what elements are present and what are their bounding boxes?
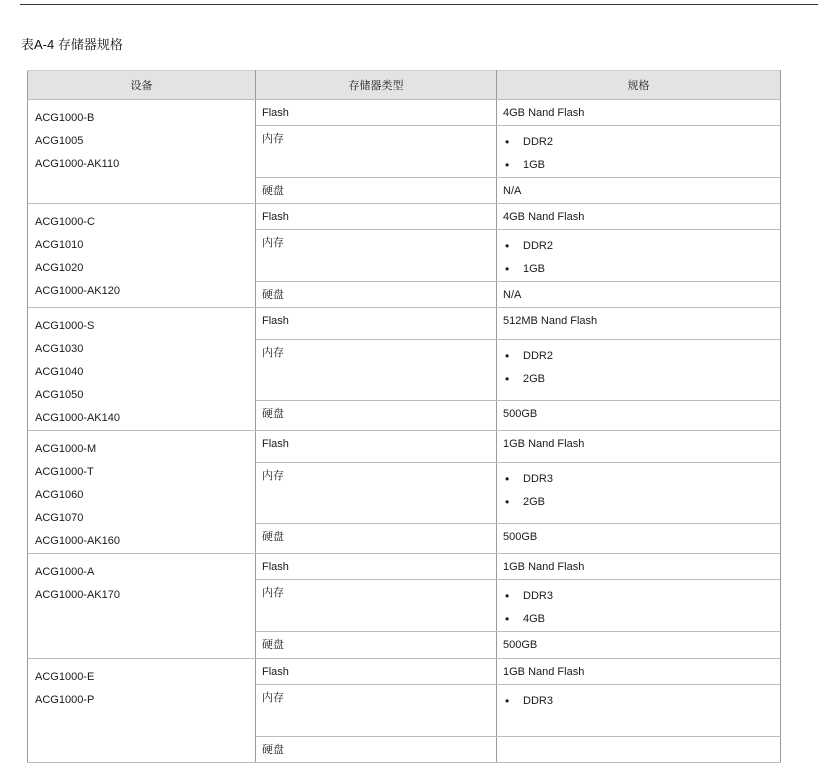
storage-type-memory: 内存 bbox=[256, 126, 497, 178]
storage-type-memory: 内存 bbox=[256, 580, 497, 632]
storage-type-disk: 硬盘 bbox=[256, 178, 497, 204]
storage-spec-table bbox=[27, 70, 781, 763]
header-storage-type: 存储器类型 bbox=[256, 71, 497, 100]
storage-type-flash: Flash bbox=[256, 431, 497, 463]
storage-type-memory: 内存 bbox=[256, 230, 497, 282]
table-row bbox=[28, 554, 781, 580]
storage-type-disk: 硬盘 bbox=[256, 400, 497, 431]
memory-spec bbox=[497, 580, 781, 632]
disk-spec: 500GB bbox=[497, 523, 781, 554]
memory-spec-list bbox=[503, 468, 774, 514]
table-row bbox=[28, 659, 781, 685]
memory-spec-item: • DDR2 bbox=[503, 235, 774, 258]
device-cell bbox=[28, 204, 256, 308]
flash-spec: 1GB Nand Flash bbox=[497, 554, 781, 580]
device-model: ACG1000-AK160 bbox=[35, 535, 120, 547]
memory-spec-item: • DDR3 bbox=[503, 468, 774, 491]
memory-spec bbox=[497, 126, 781, 178]
device-model: ACG1000-C bbox=[35, 216, 95, 228]
table-row bbox=[28, 204, 781, 230]
memory-spec-item: • 2GB bbox=[503, 491, 774, 514]
memory-spec-item: • DDR2 bbox=[503, 345, 774, 368]
storage-type-disk: 硬盘 bbox=[256, 523, 497, 554]
storage-type-memory: 内存 bbox=[256, 685, 497, 737]
storage-type-flash: Flash bbox=[256, 100, 497, 126]
memory-spec-item: • 1GB bbox=[503, 154, 774, 177]
memory-spec-item: • DDR2 bbox=[503, 131, 774, 154]
storage-type-memory: 内存 bbox=[256, 462, 497, 523]
storage-type-flash: Flash bbox=[256, 308, 497, 340]
device-model: ACG1000-P bbox=[35, 694, 95, 706]
flash-spec: 512MB Nand Flash bbox=[497, 308, 781, 340]
device-cell bbox=[28, 308, 256, 431]
device-model: ACG1000-B bbox=[35, 112, 95, 124]
table-row bbox=[28, 308, 781, 340]
disk-spec: N/A bbox=[497, 178, 781, 204]
memory-spec bbox=[497, 685, 781, 737]
storage-type-flash: Flash bbox=[256, 204, 497, 230]
device-model: ACG1030 bbox=[35, 343, 84, 355]
device-model: ACG1040 bbox=[35, 366, 84, 378]
memory-spec-list bbox=[503, 131, 774, 177]
memory-spec-list bbox=[503, 345, 774, 391]
disk-spec: 500GB bbox=[497, 400, 781, 431]
device-model: ACG1050 bbox=[35, 389, 84, 401]
device-model: ACG1010 bbox=[35, 239, 84, 251]
device-model: ACG1000-AK170 bbox=[35, 589, 120, 601]
table-header-row bbox=[28, 71, 781, 100]
storage-type-flash: Flash bbox=[256, 659, 497, 685]
memory-spec-item: • 2GB bbox=[503, 368, 774, 391]
device-model: ACG1000-A bbox=[35, 566, 95, 578]
device-cell bbox=[28, 431, 256, 554]
memory-spec bbox=[497, 230, 781, 282]
top-rule bbox=[20, 4, 818, 5]
disk-spec bbox=[497, 737, 781, 763]
storage-type-disk: 硬盘 bbox=[256, 632, 497, 659]
device-model: ACG1000-E bbox=[35, 671, 95, 683]
device-model: ACG1000-T bbox=[35, 466, 94, 478]
disk-spec: N/A bbox=[497, 282, 781, 308]
memory-spec bbox=[497, 339, 781, 400]
storage-type-disk: 硬盘 bbox=[256, 282, 497, 308]
flash-spec: 4GB Nand Flash bbox=[497, 100, 781, 126]
device-model: ACG1000-S bbox=[35, 320, 95, 332]
memory-spec-item: • DDR3 bbox=[503, 585, 774, 608]
device-model: ACG1060 bbox=[35, 489, 84, 501]
table-row bbox=[28, 100, 781, 126]
memory-spec-list bbox=[503, 585, 774, 631]
device-model: ACG1000-AK140 bbox=[35, 412, 120, 424]
storage-type-memory: 内存 bbox=[256, 339, 497, 400]
memory-spec-list bbox=[503, 690, 774, 713]
flash-spec: 1GB Nand Flash bbox=[497, 659, 781, 685]
memory-spec-item: • DDR3 bbox=[503, 690, 774, 713]
device-model: ACG1000-AK110 bbox=[35, 158, 120, 170]
device-cell bbox=[28, 100, 256, 204]
disk-spec: 500GB bbox=[497, 632, 781, 659]
table-row bbox=[28, 431, 781, 463]
flash-spec: 1GB Nand Flash bbox=[497, 431, 781, 463]
header-device: 设备 bbox=[28, 71, 256, 100]
device-model: ACG1005 bbox=[35, 135, 84, 147]
memory-spec-item: • 4GB bbox=[503, 608, 774, 631]
flash-spec: 4GB Nand Flash bbox=[497, 204, 781, 230]
device-model: ACG1000-M bbox=[35, 443, 97, 455]
storage-type-flash: Flash bbox=[256, 554, 497, 580]
device-model: ACG1000-AK120 bbox=[35, 285, 120, 297]
header-spec: 规格 bbox=[497, 71, 781, 100]
memory-spec-item: • 1GB bbox=[503, 258, 774, 281]
device-model: ACG1070 bbox=[35, 512, 84, 524]
table-caption: 表A-4 存储器规格 bbox=[21, 37, 123, 52]
memory-spec bbox=[497, 462, 781, 523]
storage-type-disk: 硬盘 bbox=[256, 737, 497, 763]
memory-spec-list bbox=[503, 235, 774, 281]
device-model: ACG1020 bbox=[35, 262, 84, 274]
device-cell bbox=[28, 554, 256, 659]
device-cell bbox=[28, 659, 256, 763]
